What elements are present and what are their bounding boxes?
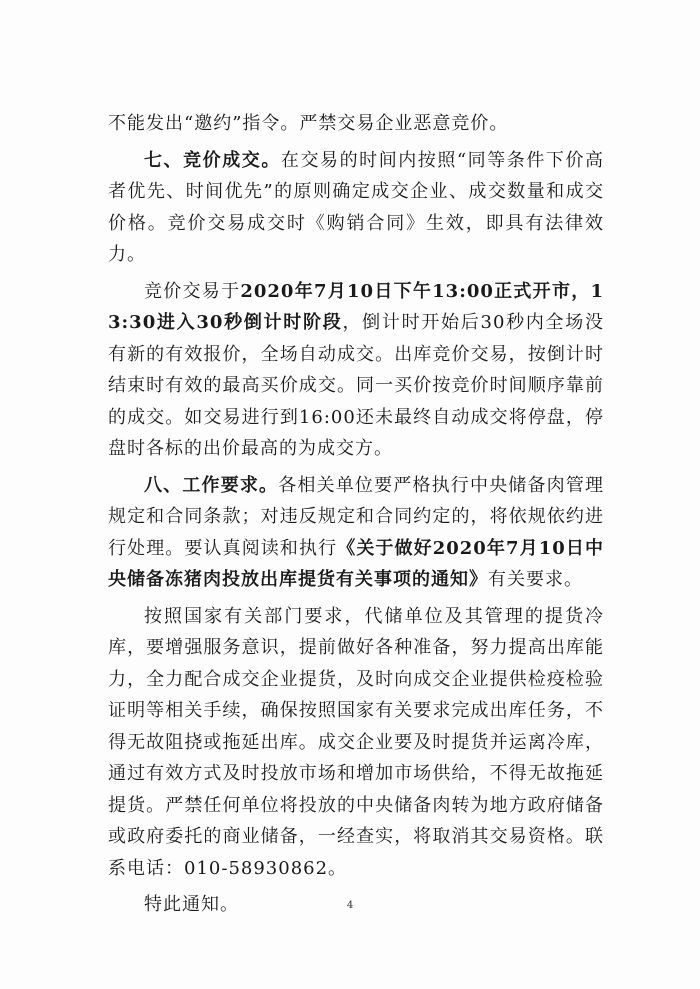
section-7-heading: 七、竞价成交。	[144, 149, 281, 171]
paragraph-bidding-rules-end: 不能发出“邀约”指令。严禁交易企业恶意竞价。	[108, 113, 509, 134]
paragraph-trading-schedule	[108, 276, 604, 465]
schedule-text: ，倒计时开始后30秒内全场没有新的有效报价，全场自动成交。出库竞价交易，按倒计时结束时有效的最高买价成交。同一买价按竞价时间顺序靠前的成交。如交易进行到16:00还未最终自动成交将停盘，停盘时各标的出价最高的为成交方。	[108, 312, 604, 459]
section-8-heading: 八、工作要求。	[144, 474, 279, 496]
section-7-text: 在交易的时间内按照“同等条件下价高者优先、时间优先”的原则确定成交企业、成交数量和成交价格。竞价交易成交时《购销合同》生效，即具有法律效力。	[108, 149, 605, 265]
document-body	[108, 108, 604, 926]
paragraph-section-8	[108, 470, 604, 596]
page-number: 4	[346, 900, 354, 911]
schedule-lead: 竞价交易于	[144, 280, 241, 302]
paragraph-delivery-requirements: 按照国家有关部门要求，代储单位及其管理的提货冷库，要增强服务意识，提前做好各种准备，努力提高出库能力，全力配合成交企业提货，及时向成交企业提供检疫检验证明等相关手续，确保按照国家有关要求完成出库任务，不得无故阻挠或拖延出库。成交企业要及时提货并运离冷库，通过有效方式及时投放市场和增加市场供给，不得无故拖延提货。严禁任何单位将投放的中央储备肉转为地方政府储备或政府委托的商业储备，一经查实，将取消其交易资格。联系电话：010-58930862。	[108, 605, 604, 879]
section-8-text-1: 各相关单位要严格执行中央储备肉管理规定和合同条款；对违反规定和合同约定的，将依规依约进行处理。要认真阅读和执行	[108, 474, 604, 559]
section-8-text-2: 有关要求。	[488, 569, 583, 590]
schedule-time-bold: 2020年7月10日下午13:00正式开市，13:30进入30秒倒计时阶段	[108, 280, 605, 333]
paragraph-closing: 特此通知。	[144, 894, 239, 915]
paragraph-section-7	[108, 145, 604, 271]
section-8-notice-title: 《关于做好2020年7月10日中央储备冻猪肉投放出库提货有关事项的通知》	[108, 537, 605, 590]
